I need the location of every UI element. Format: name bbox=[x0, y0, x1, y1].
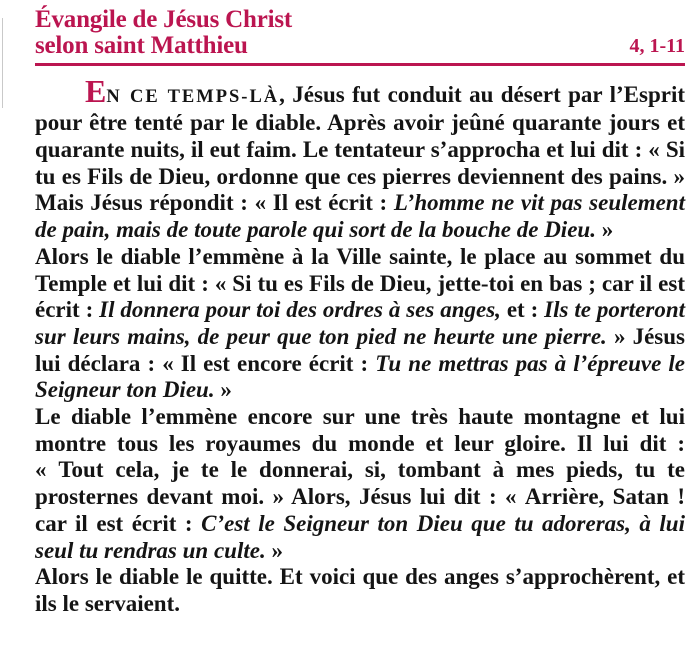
text-segment: » bbox=[595, 217, 614, 243]
gospel-paragraph bbox=[35, 564, 685, 617]
text-segment: et : bbox=[500, 297, 545, 323]
text-segment: » bbox=[265, 537, 283, 563]
text-segment: » bbox=[214, 377, 232, 403]
gospel-title bbox=[35, 7, 292, 58]
text-segment: , Jésus fut conduit au désert par l’Esprit pour être tenté par le diable. Après avoir jeûné quarante jours et quarante nuits, il eut faim. Le tentateur s’approcha et lui dit : « Si tu es Fils de Dieu, ordonne que ces pierres deviennent des pains. » Mais Jésus répondit : « Il est écrit : bbox=[35, 81, 685, 216]
text-segment: » Jésus lui déclara : « Il est encore écrit : bbox=[35, 323, 685, 376]
text-segment: C’est le Seigneur ton Dieu que tu adoreras, à lui seul tu rendras un culte. bbox=[35, 510, 685, 563]
gospel-paragraph bbox=[35, 244, 685, 404]
gospel-paragraph bbox=[35, 404, 685, 564]
text-segment: L’homme ne vit pas seulement de pain, mais de toute parole qui sort de la bouche de Dieu. bbox=[35, 190, 685, 243]
gospel-title-line2: selon saint Matthieu bbox=[35, 31, 248, 59]
text-segment: Alors le diable l’emmène à la Ville sainte, le place au sommet du Temple et lui dit : « Si tu es Fils de Dieu, jette-toi en bas ; car il est écrit : bbox=[35, 243, 685, 323]
gospel-text bbox=[35, 72, 686, 618]
scripture-reference: 4, 1-11 bbox=[629, 35, 685, 57]
text-segment: N CE TEMPS-LÀ bbox=[106, 86, 280, 107]
scan-edge-artifact bbox=[2, 18, 3, 108]
gospel-header bbox=[35, 7, 685, 66]
text-segment: Il donnera pour toi des ordres à ses anges, bbox=[99, 297, 501, 323]
gospel-paragraph bbox=[35, 72, 685, 244]
text-segment: Alors le diable le quitte. Et voici que des anges s’approchèrent, et ils le servaient. bbox=[35, 564, 685, 616]
header-rule bbox=[35, 63, 685, 66]
text-segment: Le diable l’emmène encore sur une très haute montagne et lui montre tous les royaumes du monde et leur gloire. Il lui dit : « Tout cela, je te le donnerai, si, tombant à mes pieds, tu te prosternes devant moi. » Alors, Jésus lui dit : « Arrière, Satan ! car il est écrit : bbox=[35, 404, 685, 536]
gospel-header-row bbox=[35, 7, 685, 58]
gospel-title-line1: Évangile de Jésus Christ bbox=[35, 6, 293, 33]
text-segment: Ils te porteront sur leurs mains, de peur que ton pied ne heurte une pierre. bbox=[35, 297, 686, 349]
initial-letter: E bbox=[85, 72, 107, 109]
text-segment: Tu ne mettras pas à l’épreuve le Seigneur ton Dieu. bbox=[35, 350, 685, 403]
